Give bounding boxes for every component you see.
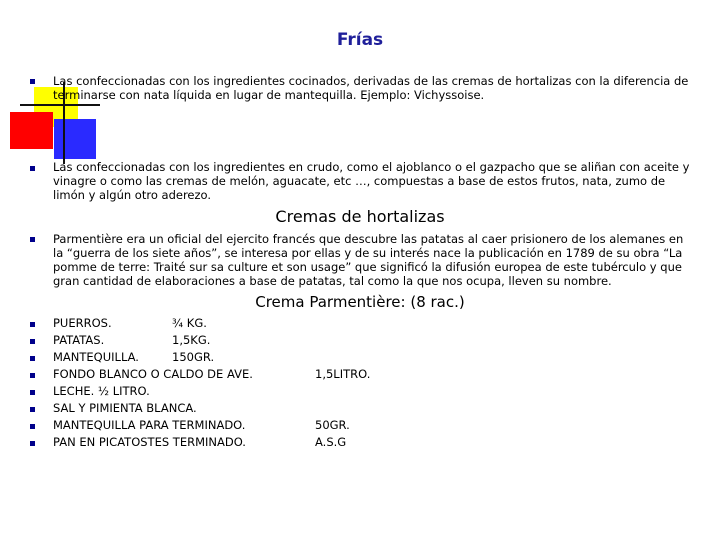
decorative-red-square: [10, 112, 53, 149]
intro-item-raw: Las confeccionadas con los ingredientes en crudo, como el ajoblanco o el gazpacho que se aliñan con aceite y vinagre o como las cremas de melón, aguacate, etc …, compuestas a base de estos frutos, nata, zumo de limón y algún otro aderezo.: [53, 160, 690, 202]
ingredient-name: FONDO BLANCO O CALDO DE AVE.: [53, 367, 253, 381]
ingredient-name: MANTEQUILLA PARA TERMINADO.: [53, 418, 246, 432]
bullet-icon: [30, 339, 35, 344]
bullet-icon: [30, 166, 35, 171]
bullet-icon: [30, 441, 35, 446]
bullet-icon: [30, 356, 35, 361]
ingredient-name: PAN EN PICATOSTES TERMINADO.: [53, 435, 246, 449]
ingredient-qty: 50GR.: [315, 418, 350, 432]
bullet-icon: [30, 79, 35, 84]
bullet-icon: [30, 237, 35, 242]
ingredient-qty: 1,5KG.: [172, 333, 211, 347]
decorative-horizontal-line: [20, 104, 100, 106]
section-heading: Cremas de hortalizas: [275, 207, 445, 226]
ingredient-name: PUERROS.: [53, 316, 112, 330]
slide-title: Frías: [336, 30, 384, 50]
recipe-heading: Crema Parmentière: (8 rac.): [255, 293, 465, 311]
bullet-icon: [30, 424, 35, 429]
ingredient-name: MANTEQUILLA.: [53, 350, 139, 364]
ingredient-qty: 150GR.: [172, 350, 215, 364]
ingredient-qty: 1,5LITRO.: [315, 367, 371, 381]
ingredient-qty: A.S.G: [315, 435, 347, 449]
ingredient-name: LECHE. ½ LITRO.: [53, 384, 150, 398]
bullet-icon: [30, 373, 35, 378]
bullet-icon: [30, 390, 35, 395]
intro-item-cooked: Las confeccionadas con los ingredientes cocinados, derivadas de las cremas de hortalizas con la diferencia de terminarse con nata líquida en lugar de mantequilla. Ejemplo: Vichyssoise.: [53, 74, 689, 102]
ingredient-qty: ¾ KG.: [172, 316, 207, 330]
bullet-icon: [30, 407, 35, 412]
decorative-blue-square: [54, 119, 96, 159]
bullet-icon: [30, 322, 35, 327]
ingredient-name: SAL Y PIMIENTA BLANCA.: [53, 401, 197, 415]
ingredient-name: PATATAS.: [53, 333, 105, 347]
history-paragraph: Parmentière era un oficial del ejercito francés que descubre las patatas al caer prisionero de los alemanes en la “guerra de los siete años”, se interesa por ellas y de su interés nace la publicación en 1789 de su obra “La pomme de terre: Traité sur sa culture et son usage” que significó la difusión europea de este tubérculo y que gran cantidad de elaboraciones a base de patatas, tal como la que nos ocupa, lleven su nombre.: [53, 232, 684, 288]
